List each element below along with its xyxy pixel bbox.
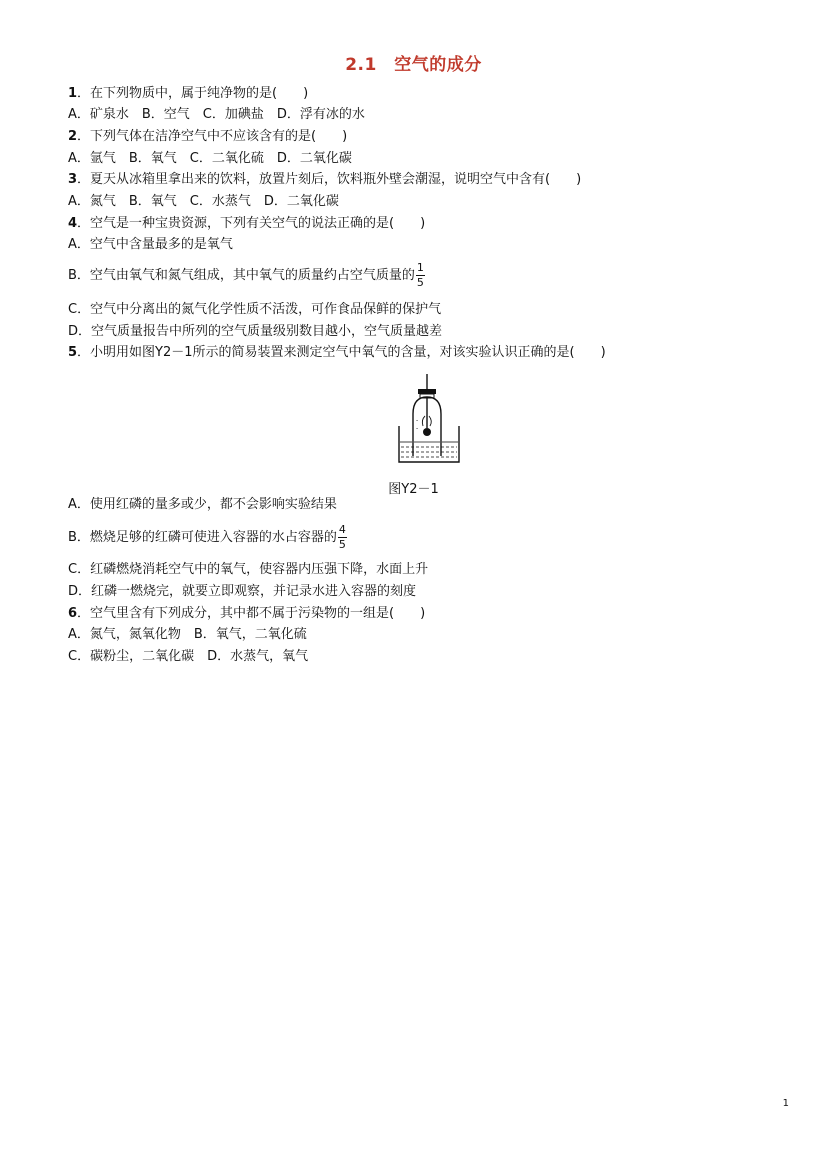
question-5-stem: [68, 345, 606, 361]
fraction: [338, 524, 347, 551]
question-4-option-a: A．空气中含量最多的是氧气: [68, 237, 233, 252]
fraction: [416, 262, 425, 289]
question-5-option-a: A．使用红磷的量多或少，都不会影响实验结果: [68, 497, 337, 512]
fraction-denominator: 5: [338, 538, 346, 551]
figure-caption: 图Y2－1: [388, 482, 439, 497]
question-4-stem: [68, 216, 425, 232]
question-5-option-d: D．红磷一燃烧完，就要立即观察，并记录水进入容器的刻度: [68, 584, 417, 599]
question-text: ．空气里含有下列成分，其中都不属于污染物的一组是( ): [77, 606, 426, 621]
question-5-option-c: C．红磷燃烧消耗空气中的氧气，使容器内压强下降，水面上升: [68, 562, 429, 577]
water: [400, 442, 458, 457]
fraction-numerator: 1: [416, 261, 424, 274]
page-title: 2.1 空气的成分: [345, 55, 482, 75]
red-phosphorus: [423, 428, 431, 436]
question-4-option-d: D．空气质量报告中所列的空气质量级别数目越小，空气质量越差: [68, 324, 443, 339]
question-number: 5: [68, 345, 78, 360]
question-text: ．在下列物质中，属于纯净物的是( ): [77, 86, 309, 101]
page-number: 1: [782, 1098, 789, 1109]
question-3-stem: [68, 172, 581, 188]
question-number: 6: [68, 606, 78, 621]
fraction-numerator: 4: [338, 523, 346, 536]
svg-text:-: -: [416, 425, 419, 432]
question-text: ．夏天从冰箱里拿出来的饮料，放置片刻后，饮料瓶外壁会潮湿，说明空气中含有( ): [77, 172, 582, 187]
question-text: ．下列气体在洁净空气中不应该含有的是( ): [77, 129, 348, 144]
question-1-options: A．矿泉水 B．空气 C．加碘盐 D．浮有冰的水: [68, 107, 365, 122]
question-6-options-ab: A．氮气，氮氧化物 B．氧气，二氧化硫: [68, 627, 307, 642]
question-3-options: A．氮气 B．氧气 C．水蒸气 D．二氧化碳: [68, 194, 339, 209]
question-text: ．空气是一种宝贵资源，下列有关空气的说法正确的是( ): [77, 216, 426, 231]
fraction-denominator: 5: [416, 276, 424, 289]
question-number: 2: [68, 129, 78, 144]
option-text: B．燃烧足够的红磷可使进入容器的水占容器的: [68, 530, 337, 545]
question-4-option-b: [68, 262, 425, 289]
stopper: [418, 389, 436, 394]
question-4-option-c: C．空气中分离出的氮气化学性质不活泼，可作食品保鲜的保护气: [68, 302, 442, 317]
question-5-option-b: [68, 524, 347, 551]
question-number: 1: [68, 86, 78, 101]
question-number: 3: [68, 172, 78, 187]
question-text: ．小明用如图Y2－1所示的简易装置来测定空气中氧气的含量，对该实验认识正确的是( ): [77, 345, 606, 360]
svg-text:-: -: [416, 417, 419, 424]
question-6-stem: [68, 606, 425, 622]
apparatus-figure: [396, 372, 464, 466]
question-2-options: A．氩气 B．氧气 C．二氧化硫 D．二氧化碳: [68, 151, 352, 166]
question-number: 4: [68, 216, 78, 231]
question-6-options-cd: C．碳粉尘，二氧化碳 D．水蒸气，氧气: [68, 649, 309, 664]
option-text: B．空气由氧气和氮气组成，其中氧气的质量约占空气质量的: [68, 268, 415, 283]
question-1-stem: [68, 86, 308, 102]
question-2-stem: [68, 129, 347, 145]
